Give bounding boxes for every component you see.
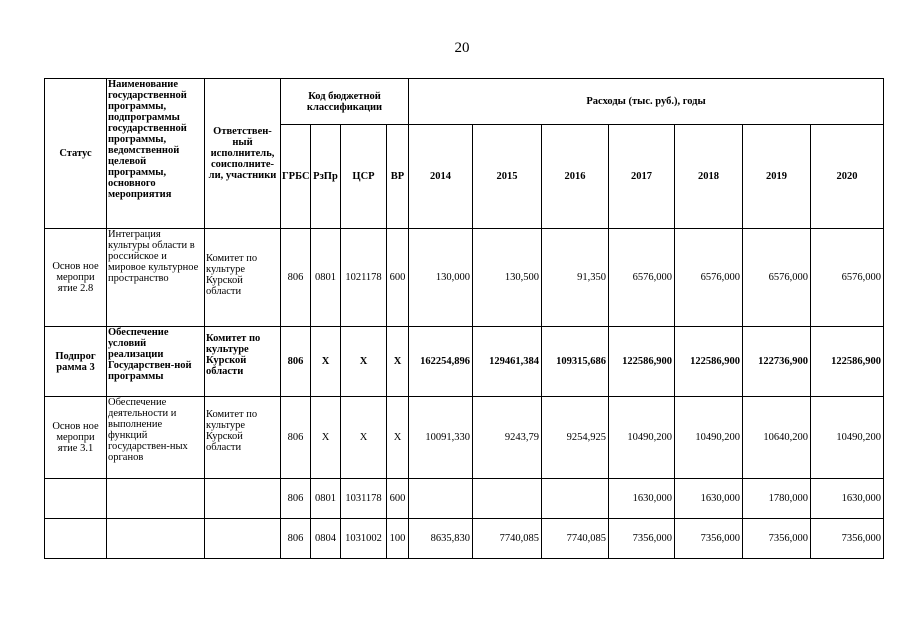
row-value-2014: 8635,830: [409, 519, 473, 559]
row-rzpr: 0801: [311, 479, 341, 519]
header-grbs: ГРБС: [281, 125, 311, 229]
row-executor: Комитет по культуре Курской области: [205, 229, 281, 327]
header-expenses: Расходы (тыс. руб.), годы: [409, 79, 884, 125]
row-value-2017: 6576,000: [609, 229, 675, 327]
row-value-2019: 122736,900: [743, 327, 811, 397]
row-value-2018: 7356,000: [675, 519, 743, 559]
row-value-2018: 1630,000: [675, 479, 743, 519]
budget-table: [44, 78, 884, 559]
row-executor: [205, 479, 281, 519]
row-csr: 1031002: [341, 519, 387, 559]
header-year-2015: 2015: [473, 125, 542, 229]
row-name: Обеспечение деятельности и выполнение функций государствен-ных органов: [107, 397, 205, 479]
row-executor: [205, 519, 281, 559]
row-status: [45, 479, 107, 519]
row-value-2016: 7740,085: [542, 519, 609, 559]
row-csr: X: [341, 327, 387, 397]
row-value-2018: 10490,200: [675, 397, 743, 479]
header-status: Статус: [45, 79, 107, 229]
row-rzpr: 0804: [311, 519, 341, 559]
row-value-2019: 6576,000: [743, 229, 811, 327]
row-value-2016: 91,350: [542, 229, 609, 327]
row-name: Интеграция культуры области в российское и мировое культурное пространство: [107, 229, 205, 327]
row-csr: X: [341, 397, 387, 479]
header-vr: ВР: [387, 125, 409, 229]
header-year-2016: 2016: [542, 125, 609, 229]
row-name: [107, 479, 205, 519]
row-vr: X: [387, 327, 409, 397]
row-grbs: 806: [281, 229, 311, 327]
row-rzpr: X: [311, 397, 341, 479]
row-value-2020: 10490,200: [811, 397, 884, 479]
row-grbs: 806: [281, 397, 311, 479]
row-value-2014: 162254,896: [409, 327, 473, 397]
row-value-2019: 1780,000: [743, 479, 811, 519]
row-grbs: 806: [281, 479, 311, 519]
header-year-2018: 2018: [675, 125, 743, 229]
row-status: [45, 519, 107, 559]
row-value-2016: [542, 479, 609, 519]
table-row: [45, 397, 884, 479]
page-number: 20: [454, 40, 470, 56]
row-value-2018: 122586,900: [675, 327, 743, 397]
row-vr: 600: [387, 229, 409, 327]
row-value-2016: 109315,686: [542, 327, 609, 397]
header-year-2019: 2019: [743, 125, 811, 229]
row-status: Подпрог рамма 3: [45, 327, 107, 397]
row-value-2015: 130,500: [473, 229, 542, 327]
header-csr: ЦСР: [341, 125, 387, 229]
row-value-2017: 7356,000: [609, 519, 675, 559]
row-value-2015: 7740,085: [473, 519, 542, 559]
header-year-2017: 2017: [609, 125, 675, 229]
row-status: Основ ное меропри ятие 3.1: [45, 397, 107, 479]
row-value-2016: 9254,925: [542, 397, 609, 479]
row-rzpr: 0801: [311, 229, 341, 327]
row-value-2017: 122586,900: [609, 327, 675, 397]
table-row: [45, 327, 884, 397]
row-vr: X: [387, 397, 409, 479]
row-csr: 1031178: [341, 479, 387, 519]
row-executor: Комитет по культуре Курской области: [205, 397, 281, 479]
table-row: [45, 519, 884, 559]
table-row: [45, 229, 884, 327]
table-row: [45, 479, 884, 519]
row-value-2020: 6576,000: [811, 229, 884, 327]
row-status: Основ ное меропри ятие 2.8: [45, 229, 107, 327]
row-value-2017: 10490,200: [609, 397, 675, 479]
row-value-2014: 10091,330: [409, 397, 473, 479]
row-value-2014: [409, 479, 473, 519]
row-value-2015: 9243,79: [473, 397, 542, 479]
header-rzpr: РзПр: [311, 125, 341, 229]
header-year-2014: 2014: [409, 125, 473, 229]
row-value-2017: 1630,000: [609, 479, 675, 519]
row-grbs: 806: [281, 327, 311, 397]
row-value-2020: 122586,900: [811, 327, 884, 397]
row-name: [107, 519, 205, 559]
row-value-2019: 10640,200: [743, 397, 811, 479]
row-name: Обеспечение условий реализации Государствен-ной программы: [107, 327, 205, 397]
row-executor: Комитет по культуре Курской области: [205, 327, 281, 397]
row-value-2020: 7356,000: [811, 519, 884, 559]
row-value-2014: 130,000: [409, 229, 473, 327]
row-value-2019: 7356,000: [743, 519, 811, 559]
row-value-2018: 6576,000: [675, 229, 743, 327]
row-value-2015: 129461,384: [473, 327, 542, 397]
row-vr: 100: [387, 519, 409, 559]
header-name: Наименование государственной программы, подпрограммы государственной программы, ведомственной целевой программы, основного мероприятия: [107, 79, 205, 229]
row-value-2015: [473, 479, 542, 519]
header-executor: Ответствен-ный исполнитель, соисполните-ли, участники: [205, 79, 281, 229]
row-grbs: 806: [281, 519, 311, 559]
row-csr: 1021178: [341, 229, 387, 327]
row-rzpr: X: [311, 327, 341, 397]
header-budget-code: Код бюджетной классификации: [281, 79, 409, 125]
row-vr: 600: [387, 479, 409, 519]
header-year-2020: 2020: [811, 125, 884, 229]
row-value-2020: 1630,000: [811, 479, 884, 519]
